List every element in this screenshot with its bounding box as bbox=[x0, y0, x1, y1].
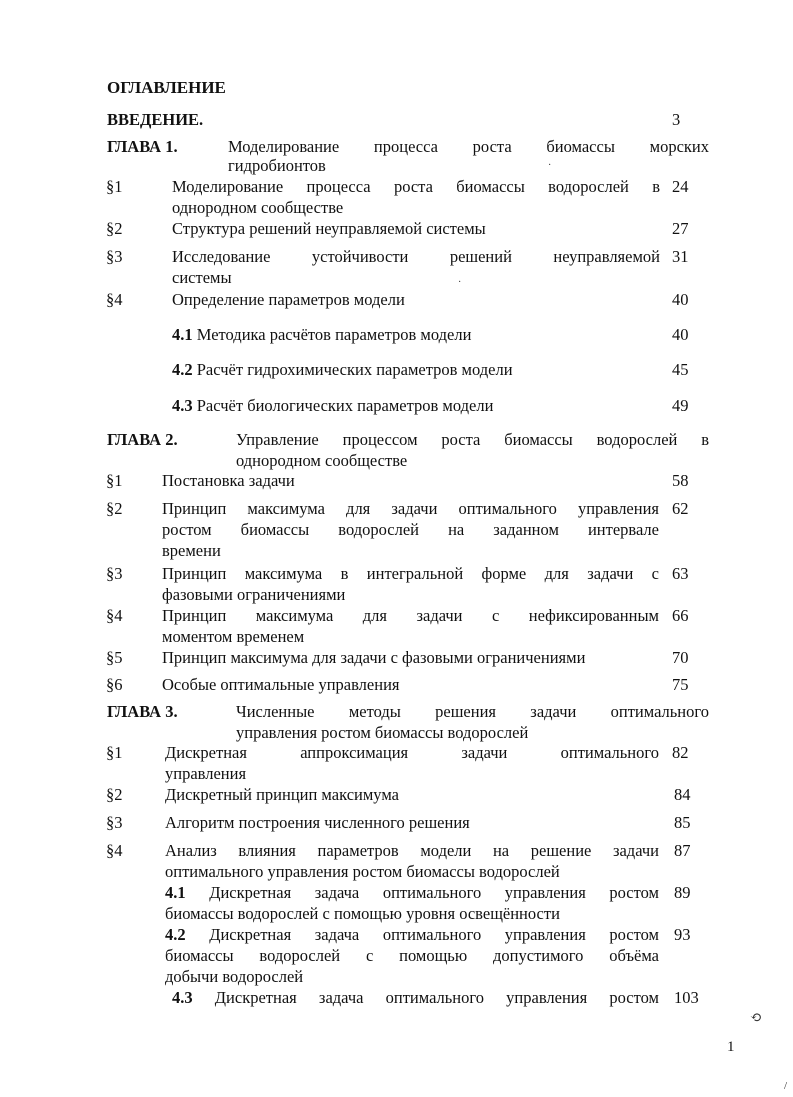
ch1-ss42-text: Расчёт гидрохимических параметров модели bbox=[192, 360, 513, 379]
chapter2-title-line2: однородном сообществе bbox=[236, 451, 408, 470]
scan-dot-icon: · bbox=[548, 160, 552, 171]
ch1-ss41 bbox=[172, 324, 471, 345]
ch1-ss43-text: Расчёт биологических параметров модели bbox=[192, 396, 494, 415]
intro-label: ВВЕДЕНИЕ. bbox=[107, 110, 204, 129]
ch2-s6-page: 75 bbox=[672, 675, 689, 694]
ch2-s5-page: 70 bbox=[672, 648, 689, 667]
ch2-s2-line2: ростом биомассы водорослей на заданном интервале bbox=[162, 520, 659, 539]
ch1-ss43-num: 4.3 bbox=[172, 396, 193, 415]
chapter3-title-line1: Численные методы решения задачи оптимального bbox=[236, 702, 709, 721]
ch3-s4-line1: Анализ влияния параметров модели на решение задачи bbox=[165, 841, 659, 860]
ch3-s1-symbol: §1 bbox=[106, 743, 123, 762]
scan-mark-icon: ⟲ bbox=[750, 1011, 762, 1026]
ch1-s1-symbol: §1 bbox=[106, 177, 123, 196]
intro-page: 3 bbox=[672, 110, 681, 129]
ch2-s3-symbol: §3 bbox=[106, 564, 123, 583]
ch1-ss41-text: Методика расчётов параметров модели bbox=[192, 325, 472, 344]
ch3-ss42-page: 93 bbox=[674, 925, 691, 944]
ch2-s1-page: 58 bbox=[672, 471, 689, 490]
ch1-s3-symbol: §3 bbox=[106, 247, 123, 266]
ch3-s4-symbol: §4 bbox=[106, 841, 123, 860]
ch2-s2-line1: Принцип максимума для задачи оптимального управления bbox=[162, 499, 659, 518]
ch3-s3-line1: Алгоритм построения численного решения bbox=[165, 813, 470, 832]
chapter1-label: ГЛАВА 1. bbox=[107, 137, 178, 156]
ch1-ss42-page: 45 bbox=[672, 360, 689, 379]
ch1-s2-line1: Структура решений неуправляемой системы bbox=[172, 219, 486, 238]
ch3-ss43-text1: Дискретная задача оптимального управления ростом bbox=[192, 988, 659, 1007]
chapter1-title-line2: гидробионтов bbox=[228, 156, 326, 175]
ch3-s4-page: 87 bbox=[674, 841, 691, 860]
chapter3-label: ГЛАВА 3. bbox=[107, 702, 178, 721]
ch2-s6-symbol: §6 bbox=[106, 675, 123, 694]
ch3-ss43-page: 103 bbox=[674, 988, 699, 1007]
ch2-s1-line1: Постановка задачи bbox=[162, 471, 295, 490]
ch3-ss41-line1 bbox=[165, 882, 659, 903]
ch1-ss41-num: 4.1 bbox=[172, 325, 193, 344]
ch3-ss43-line1 bbox=[172, 987, 659, 1008]
ch2-s2-symbol: §2 bbox=[106, 499, 123, 518]
ch1-s2-symbol: §2 bbox=[106, 219, 123, 238]
ch1-s1-line2: однородном сообществе bbox=[172, 198, 344, 217]
ch1-ss42 bbox=[172, 359, 513, 380]
ch3-ss43-num: 4.3 bbox=[172, 988, 193, 1007]
ch3-ss42-line2: биомассы водорослей с помощью допустимого объёма bbox=[165, 946, 659, 965]
ch1-s3-line2: системы bbox=[172, 268, 232, 287]
ch3-ss42-line3: добычи водорослей bbox=[165, 967, 304, 986]
ch3-s4-line2: оптимального управления ростом биомассы водорослей bbox=[165, 862, 560, 881]
toc-title: ОГЛАВЛЕНИЕ bbox=[107, 78, 226, 97]
ch1-s3-page: 31 bbox=[672, 247, 689, 266]
ch3-ss41-text1: Дискретная задача оптимального управления ростом bbox=[185, 883, 659, 902]
chapter2-label: ГЛАВА 2. bbox=[107, 430, 178, 449]
ch2-s6-line1: Особые оптимальные управления bbox=[162, 675, 400, 694]
ch3-s3-page: 85 bbox=[674, 813, 691, 832]
ch2-s5-symbol: §5 bbox=[106, 648, 123, 667]
ch1-s1-line1: Моделирование процесса роста биомассы водорослей в bbox=[172, 177, 660, 196]
ch2-s3-page: 63 bbox=[672, 564, 689, 583]
ch2-s4-line1: Принцип максимума для задачи с нефиксированным bbox=[162, 606, 659, 625]
ch2-s3-line1: Принцип максимума в интегральной форме для задачи с bbox=[162, 564, 659, 583]
chapter1-title-line1: Моделирование процесса роста биомассы морских bbox=[228, 137, 709, 156]
page-number: 1 bbox=[727, 1039, 735, 1055]
ch2-s5-line1: Принцип максимума для задачи с фазовыми ограничениями bbox=[162, 648, 586, 667]
ch1-ss43-page: 49 bbox=[672, 396, 689, 415]
chapter2-title-line1: Управление процессом роста биомассы водорослей в bbox=[236, 430, 709, 449]
ch1-ss43 bbox=[172, 395, 493, 416]
ch3-ss41-page: 89 bbox=[674, 883, 691, 902]
ch1-s1-page: 24 bbox=[672, 177, 689, 196]
ch1-s4-page: 40 bbox=[672, 290, 689, 309]
ch3-ss42-text1: Дискретная задача оптимального управления ростом bbox=[185, 925, 659, 944]
ch1-ss41-page: 40 bbox=[672, 325, 689, 344]
scan-corner-mark-icon: / bbox=[784, 1080, 788, 1092]
ch3-ss41-num: 4.1 bbox=[165, 883, 186, 902]
ch1-s4-line1: Определение параметров модели bbox=[172, 290, 405, 309]
ch2-s4-line2: моментом временем bbox=[162, 627, 305, 646]
ch1-s4-symbol: §4 bbox=[106, 290, 123, 309]
ch2-s2-line3: времени bbox=[162, 541, 221, 560]
ch3-ss41-line2: биомассы водорослей с помощью уровня освещённости bbox=[165, 904, 560, 923]
ch1-s3-line1: Исследование устойчивости решений неуправляемой bbox=[172, 247, 660, 266]
ch2-s4-page: 66 bbox=[672, 606, 689, 625]
scan-dot-icon-2: · bbox=[458, 277, 462, 288]
ch3-ss42-num: 4.2 bbox=[165, 925, 186, 944]
ch3-s3-symbol: §3 bbox=[106, 813, 123, 832]
ch3-s1-line2: управления bbox=[165, 764, 247, 783]
ch3-s2-symbol: §2 bbox=[106, 785, 123, 804]
ch2-s2-page: 62 bbox=[672, 499, 689, 518]
ch2-s1-symbol: §1 bbox=[106, 471, 123, 490]
ch3-s2-page: 84 bbox=[674, 785, 691, 804]
ch3-s2-line1: Дискретный принцип максимума bbox=[165, 785, 399, 804]
chapter3-title-line2: управления ростом биомассы водорослей bbox=[236, 723, 529, 742]
ch3-s1-page: 82 bbox=[672, 743, 689, 762]
ch2-s3-line2: фазовыми ограничениями bbox=[162, 585, 346, 604]
ch3-s1-line1: Дискретная аппроксимация задачи оптимального bbox=[165, 743, 659, 762]
ch1-s2-page: 27 bbox=[672, 219, 689, 238]
ch3-ss42-line1 bbox=[165, 924, 659, 945]
ch1-ss42-num: 4.2 bbox=[172, 360, 193, 379]
ch2-s4-symbol: §4 bbox=[106, 606, 123, 625]
